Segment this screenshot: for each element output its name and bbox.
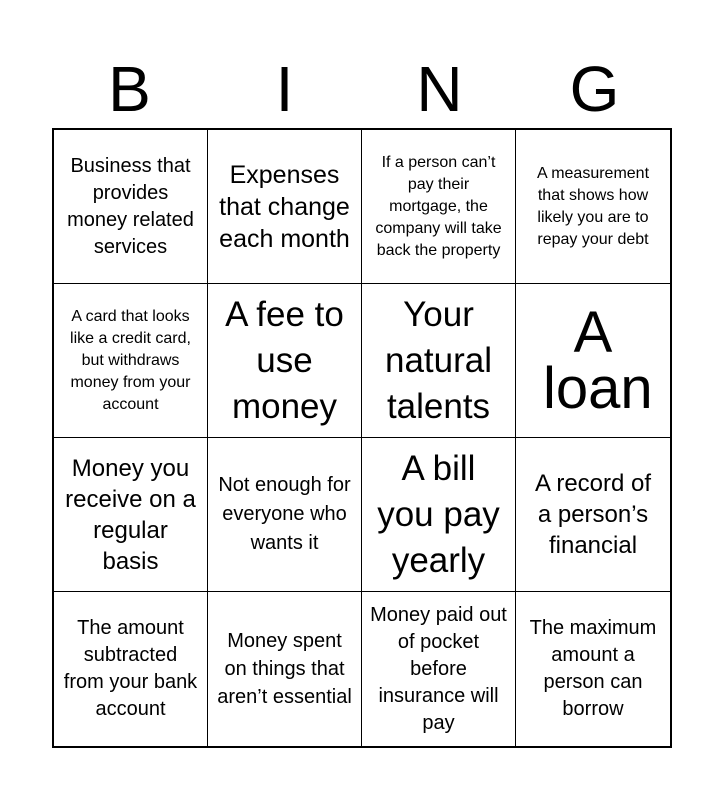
bingo-cell[interactable]	[362, 130, 516, 284]
cell-text: Money spent on things that aren’t essential	[217, 630, 352, 708]
cell-text: Money you receive on a regular basis	[65, 454, 196, 575]
bingo-cell[interactable]	[208, 438, 362, 592]
cell-text: The maximum amount a person can borrow	[529, 617, 657, 720]
bingo-cell[interactable]	[54, 438, 208, 592]
cell-text: Not enough for everyone who wants it	[218, 474, 351, 554]
cell-text: Business that provides money related services	[67, 154, 194, 258]
bingo-header	[52, 50, 672, 128]
cell-text: If a person can’t pay their mortgage, the company will take back the property	[375, 153, 502, 259]
bingo-cell[interactable]	[516, 592, 670, 746]
cell-text: A measurement that shows how likely you are to repay your debt	[536, 164, 650, 248]
bingo-cell[interactable]	[208, 592, 362, 746]
cell-text: Your natural talents	[384, 294, 493, 426]
cell-text: A fee to use money	[225, 294, 344, 426]
cell-text: A card that looks like a credit card, but withdraws money from your account	[70, 307, 191, 413]
bingo-cell[interactable]	[516, 438, 670, 592]
header-letter-n: N	[416, 53, 463, 125]
cell-text: A bill you pay yearly	[377, 448, 500, 580]
bingo-cell[interactable]	[54, 284, 208, 438]
bingo-cell[interactable]	[516, 130, 670, 284]
bingo-cell[interactable]	[208, 130, 362, 284]
bingo-cell[interactable]	[362, 284, 516, 438]
bingo-cell[interactable]	[516, 284, 670, 438]
bingo-cell[interactable]	[208, 284, 362, 438]
bingo-cell[interactable]	[362, 592, 516, 746]
bingo-card-grid	[52, 128, 672, 748]
cell-text: Expenses that change each month	[219, 160, 350, 253]
header-letter-i: I	[275, 53, 294, 125]
bingo-cell[interactable]	[54, 592, 208, 746]
cell-text: A loan	[543, 299, 653, 421]
header-letter-b: B	[108, 53, 151, 125]
cell-text: The amount subtracted from your bank account	[63, 617, 198, 720]
bingo-cell[interactable]	[362, 438, 516, 592]
cell-text: A record of a person’s financial	[534, 470, 652, 559]
bingo-cell[interactable]	[54, 130, 208, 284]
header-letter-g: G	[569, 53, 620, 125]
cell-text: Money paid out of pocket before insurance will pay	[370, 603, 507, 734]
